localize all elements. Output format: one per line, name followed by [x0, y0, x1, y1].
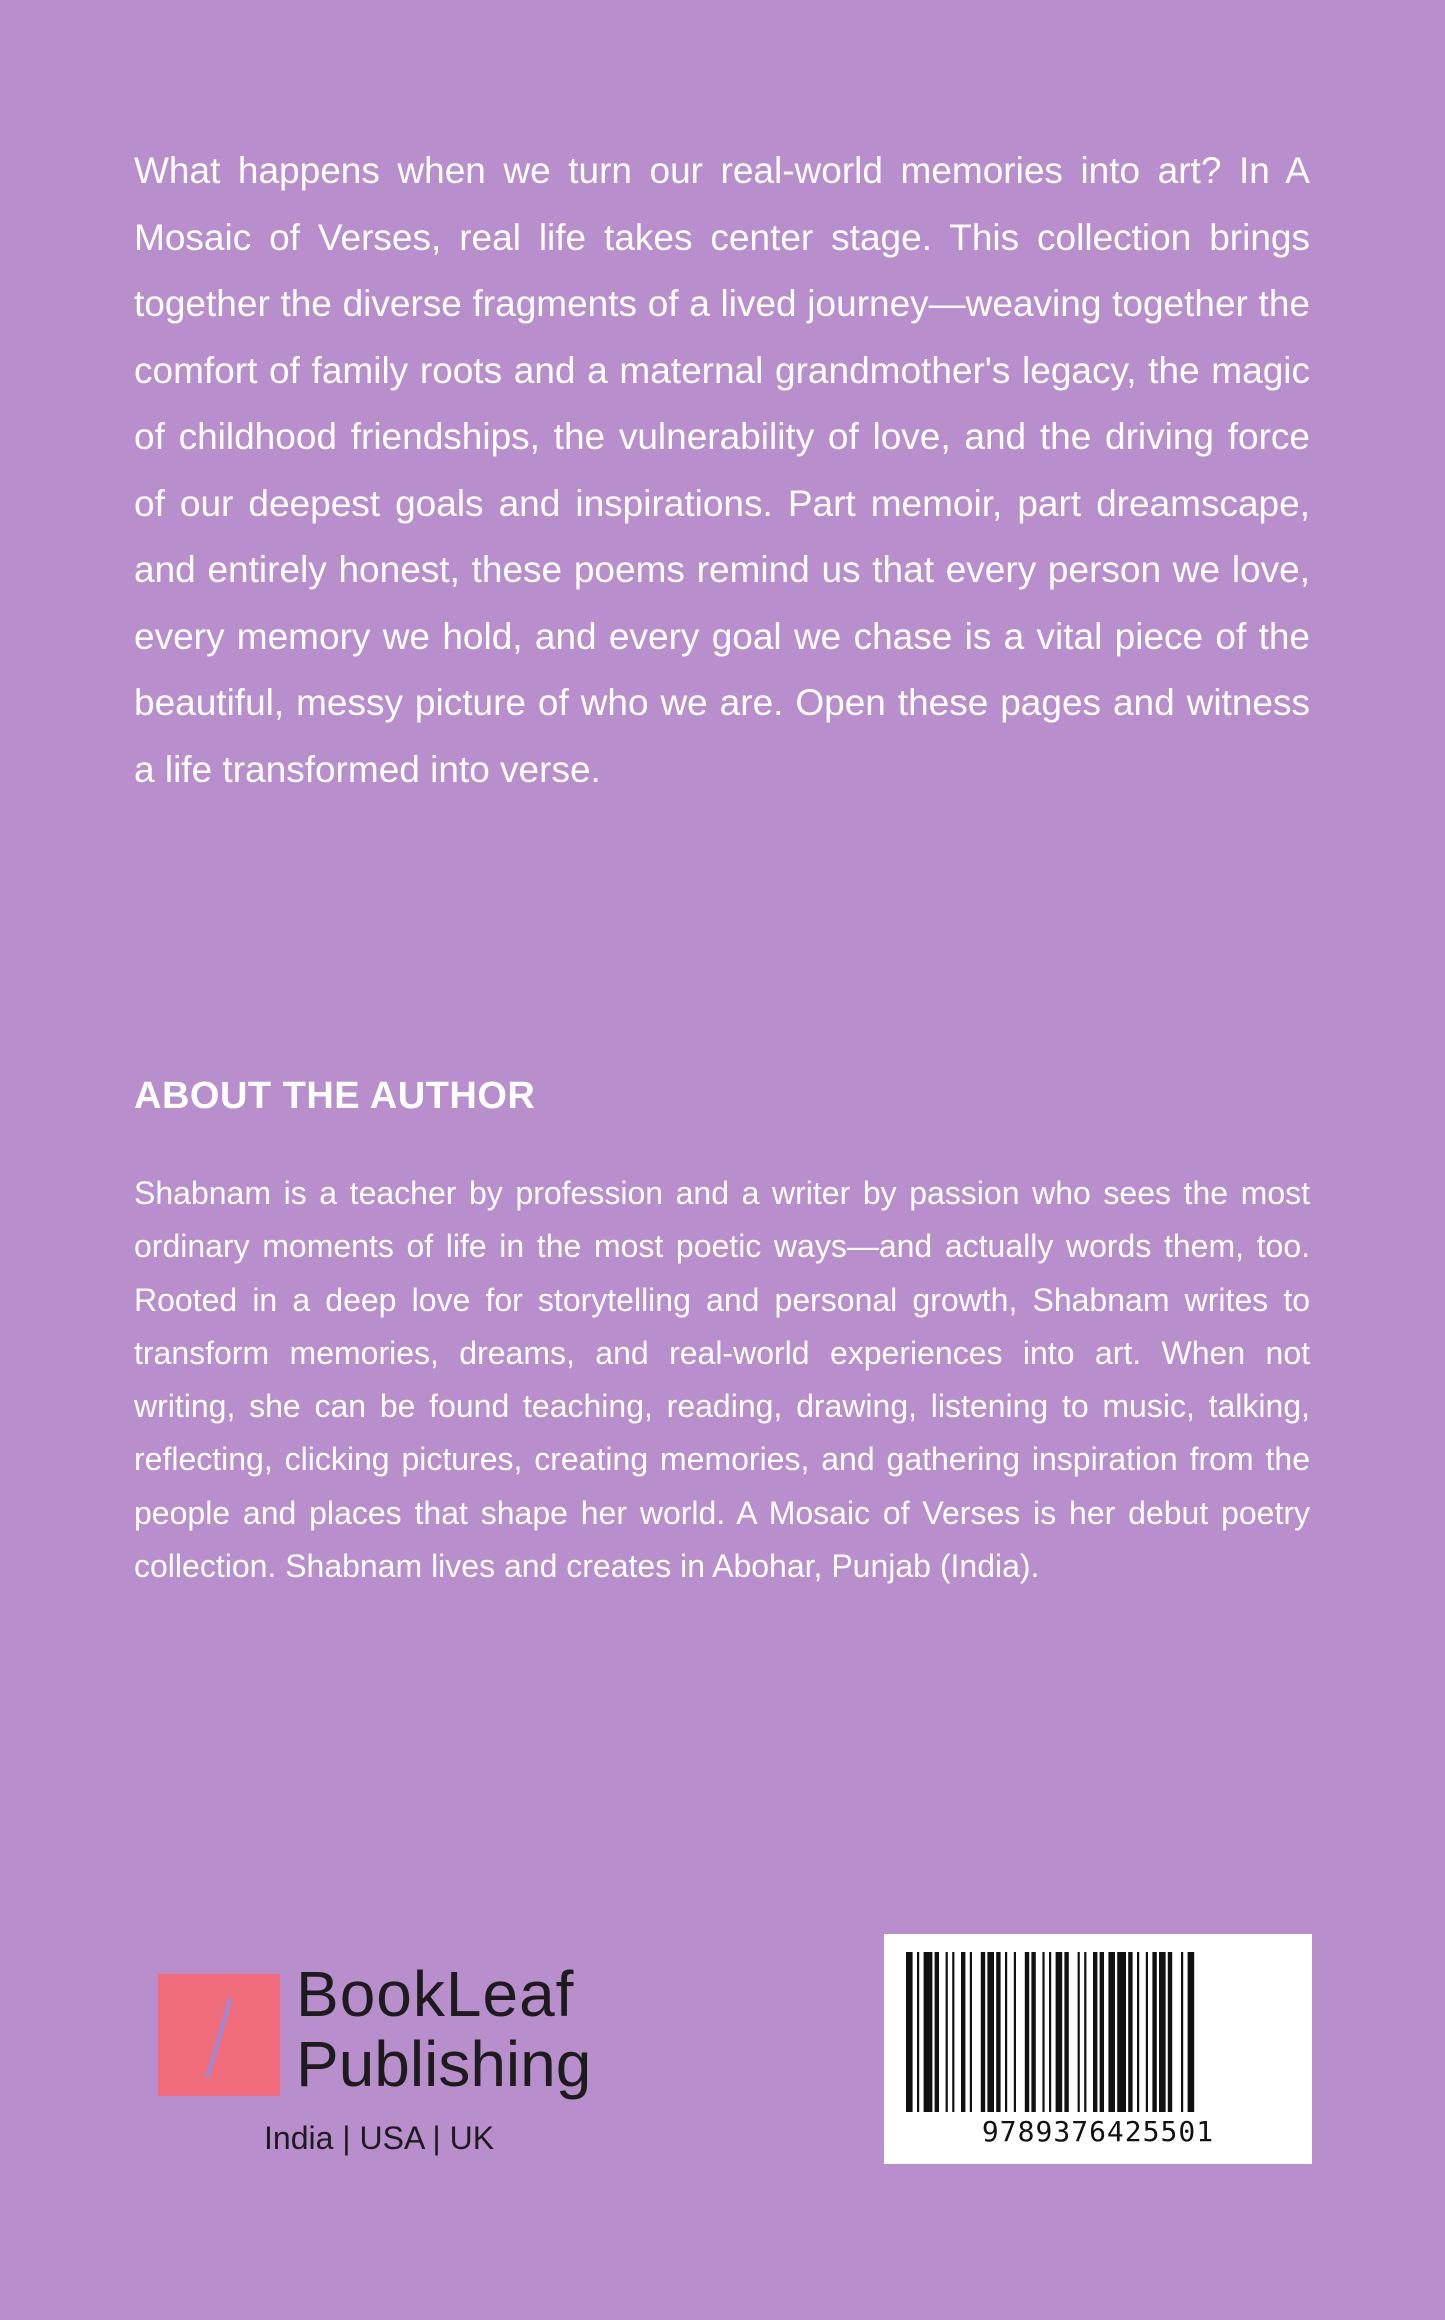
- logo-square: [158, 1974, 280, 2096]
- publisher-name-line2: Publishing: [296, 2028, 592, 2100]
- book-blurb: What happens when we turn our real-world memories into art? In A Mosaic of Verses, real life takes center stage. This collection brings together the diverse fragments of a lived journey—weaving together the comfort of family roots and a maternal grandmother's legacy, the magic of childhood friendships, the vulnerability of love, and the driving force of our deepest goals and inspirations. Part memoir, part dreamscape, and entirely honest, these poems remind us that every person we love, every memory we hold, and every goal we chase is a vital piece of the beautiful, messy picture of who we are. Open these pages and witness a life transformed into verse.: [134, 150, 1310, 790]
- isbn-barcode: [884, 1934, 1312, 2164]
- publisher-name-line1: BookLeaf: [296, 1958, 575, 2030]
- isbn-number: 9789376425501: [981, 2115, 1215, 2148]
- author-bio: Shabnam is a teacher by profession and a writer by passion who sees the most ordinary moments of life in the most poetic ways—and actually words them, too. Rooted in a deep love for storytelling and personal growth, Shabnam writes to transform memories, dreams, and real-world experiences into art. When not writing, she can be found teaching, reading, drawing, listening to music, talking, reflecting, clicking pictures, creating memories, and gathering inspiration from the people and places that shape her world. A Mosaic of Verses is her debut poetry collection. Shabnam lives and creates in Abohar, Punjab (India).: [134, 1175, 1310, 1585]
- about-author-heading: ABOUT THE AUTHOR: [134, 1075, 536, 1117]
- barcode-bars: [902, 1952, 1294, 2116]
- publisher-regions: India | USA | UK: [264, 2120, 495, 2156]
- slash-leaf-logo-icon: [158, 1974, 280, 2096]
- publisher-logo: [158, 1958, 628, 2168]
